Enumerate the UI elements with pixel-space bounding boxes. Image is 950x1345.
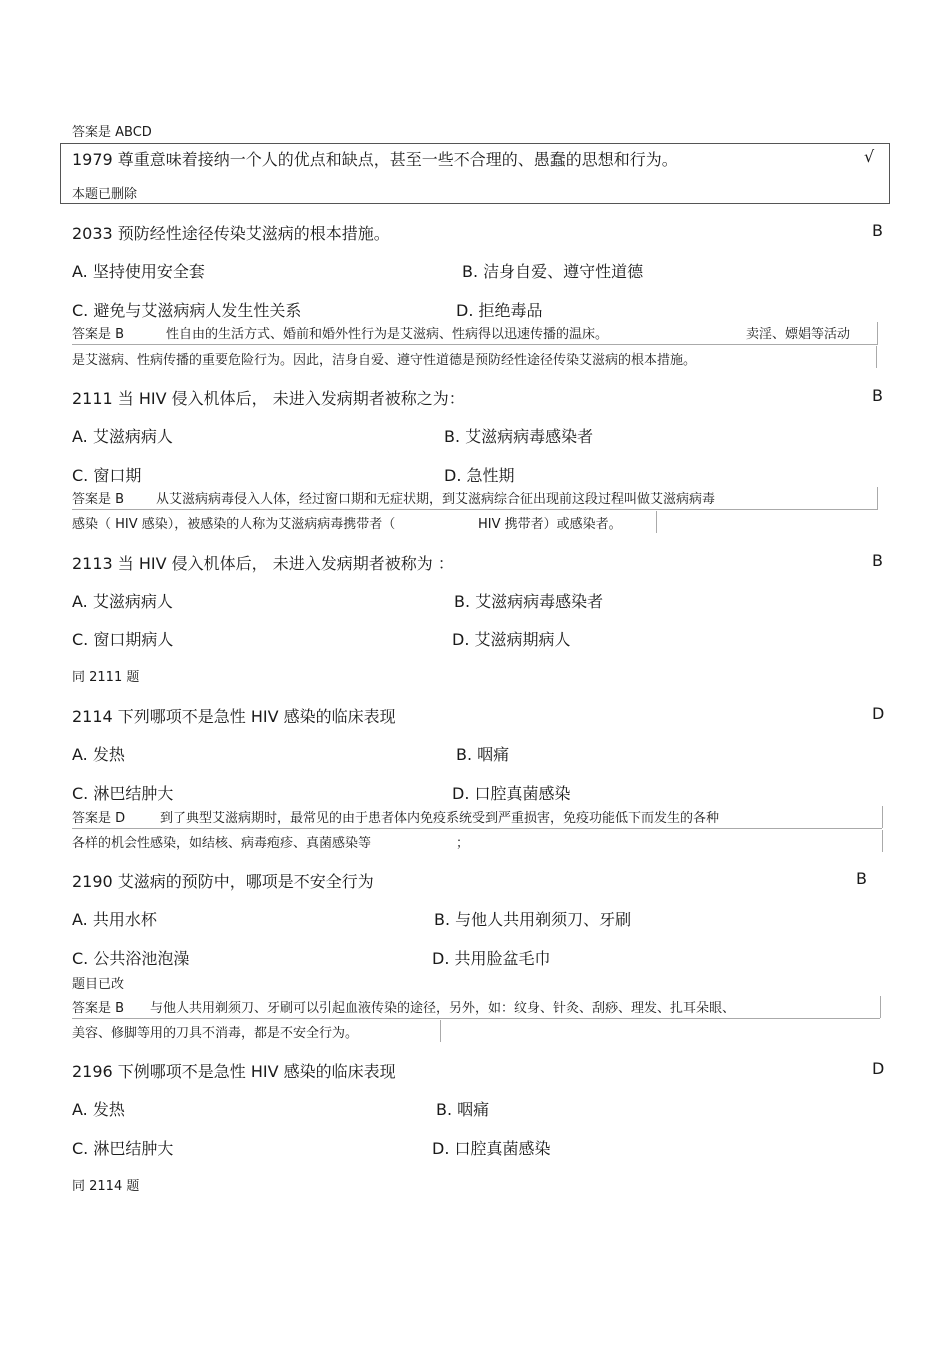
option-a: A. 共用水杯 bbox=[72, 910, 157, 929]
option-c: C. 避免与艾滋病病人发生性关系 bbox=[72, 301, 302, 320]
option-c: C. 淋巴结肿大 bbox=[72, 1139, 174, 1158]
question-text: 2190 艾滋病的预防中，哪项是不安全行为 bbox=[72, 872, 374, 891]
option-d: D. 急性期 bbox=[444, 466, 515, 485]
answer-letter: B bbox=[872, 386, 883, 405]
option-b: B. 艾滋病病毒感染者 bbox=[444, 427, 594, 446]
divider bbox=[882, 830, 883, 852]
explanation-text: 卖淫、嫖娼等活动 bbox=[746, 327, 851, 342]
option-c: C. 窗口期病人 bbox=[72, 630, 174, 649]
option-a: A. 发热 bbox=[72, 1100, 125, 1119]
answer-letter: B bbox=[856, 869, 867, 888]
divider bbox=[882, 806, 883, 828]
divider bbox=[72, 828, 882, 829]
explanation-text: 与他人共用剃须刀、牙刷可以引起血液传染的途径，另外，如：纹身、针灸、刮痧、理发、扎耳朵眼、 bbox=[150, 1001, 736, 1016]
option-b: B. 咽痛 bbox=[456, 745, 510, 764]
question-text: 2114 下列哪项不是急性 HIV 感染的临床表现 bbox=[72, 707, 396, 726]
option-b: B. 洁身自爱、遵守性道德 bbox=[462, 262, 644, 281]
divider bbox=[72, 509, 878, 510]
question-text: 1979 尊重意味着接纳一个人的优点和缺点，甚至一些不合理的、愚蠢的思想和行为。 bbox=[72, 150, 678, 169]
divider bbox=[877, 487, 878, 509]
option-c: C. 公共浴池泡澡 bbox=[72, 949, 190, 968]
option-d: D. 共用脸盆毛巾 bbox=[432, 949, 551, 968]
explanation-text: HIV 携带者）或感染者。 bbox=[478, 517, 622, 532]
answer-letter: B bbox=[872, 221, 883, 240]
explanation-text: 各样的机会性感染，如结核、病毒疱疹、真菌感染等 bbox=[72, 836, 372, 851]
explanation-text: 到了典型艾滋病期时，最常见的由于患者体内免疫系统受到严重损害，免疫功能低下而发生的各种 bbox=[160, 811, 720, 826]
explanation-text: ； bbox=[456, 836, 470, 851]
answer-text: 答案是 ABCD bbox=[72, 125, 152, 140]
divider bbox=[876, 346, 877, 368]
answer-letter: D bbox=[872, 704, 885, 723]
option-d: D. 口腔真菌感染 bbox=[452, 784, 571, 803]
divider bbox=[440, 1020, 441, 1042]
explanation-label: 答案是 B bbox=[72, 492, 125, 507]
option-d: D. 艾滋病期病人 bbox=[452, 630, 571, 649]
question-note: 同 2114 题 bbox=[72, 1179, 140, 1194]
option-d: D. 拒绝毒品 bbox=[456, 301, 543, 320]
option-d: D. 口腔真菌感染 bbox=[432, 1139, 551, 1158]
answer-letter: B bbox=[872, 551, 883, 570]
option-b: B. 艾滋病病毒感染者 bbox=[454, 592, 604, 611]
question-note: 题目已改 bbox=[72, 977, 125, 992]
question-text: 2033 预防经性途径传染艾滋病的根本措施。 bbox=[72, 224, 390, 243]
answer-letter: D bbox=[872, 1059, 885, 1078]
explanation-text: 性自由的生活方式、婚前和婚外性行为是艾滋病、性病得以迅速传播的温床。 bbox=[166, 327, 609, 342]
explanation-label: 答案是 B bbox=[72, 1001, 125, 1016]
option-a: A. 坚持使用安全套 bbox=[72, 262, 205, 281]
question-text: 2113 当 HIV 侵入机体后， 未进入发病期者被称为 ： bbox=[72, 554, 454, 573]
option-a: A. 艾滋病病人 bbox=[72, 592, 173, 611]
check-mark: √ bbox=[864, 147, 875, 166]
option-b: B. 与他人共用剃须刀、牙刷 bbox=[434, 910, 632, 929]
divider bbox=[72, 1018, 880, 1019]
divider bbox=[656, 511, 657, 533]
option-c: C. 窗口期 bbox=[72, 466, 142, 485]
explanation-label: 答案是 B bbox=[72, 327, 125, 342]
explanation-label: 答案是 D bbox=[72, 811, 126, 826]
explanation-text: 是艾滋病、性病传播的重要危险行为。因此，洁身自爱、遵守性道德是预防经性途径传染艾滋病的根本措施。 bbox=[72, 353, 697, 368]
divider bbox=[72, 344, 878, 345]
option-a: A. 艾滋病病人 bbox=[72, 427, 173, 446]
explanation-text: 从艾滋病病毒侵入人体，经过窗口期和无症状期，到艾滋病综合征出现前这段过程叫做艾滋病病毒 bbox=[156, 492, 716, 507]
question-note: 同 2111 题 bbox=[72, 670, 140, 685]
question-text: 2196 下例哪项不是急性 HIV 感染的临床表现 bbox=[72, 1062, 396, 1081]
explanation-text: 感染（ HIV 感染），被感染的人称为艾滋病病毒携带者（ bbox=[72, 517, 396, 532]
option-b: B. 咽痛 bbox=[436, 1100, 490, 1119]
question-note: 本题已删除 bbox=[72, 187, 138, 202]
divider bbox=[877, 322, 878, 344]
explanation-text: 美容、修脚等用的刀具不消毒，都是不安全行为。 bbox=[72, 1026, 359, 1041]
option-a: A. 发热 bbox=[72, 745, 125, 764]
divider bbox=[880, 996, 881, 1018]
option-c: C. 淋巴结肿大 bbox=[72, 784, 174, 803]
question-text: 2111 当 HIV 侵入机体后， 未进入发病期者被称之为： bbox=[72, 389, 465, 408]
